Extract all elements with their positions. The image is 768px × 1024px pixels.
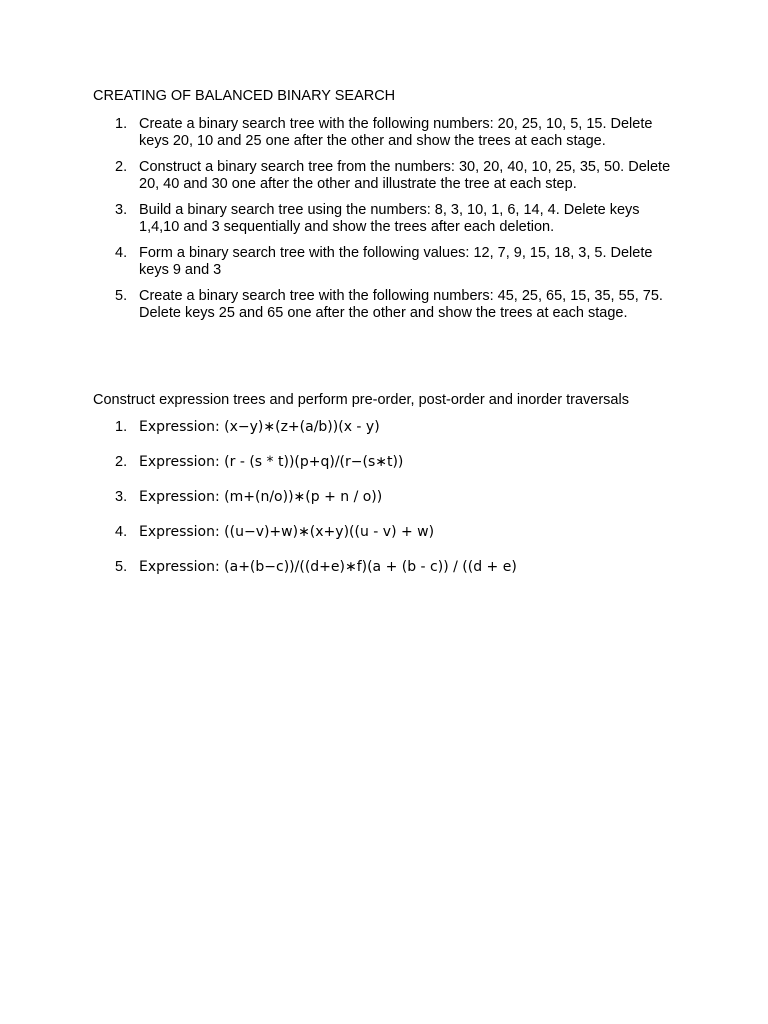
list-item: [93, 454, 693, 471]
list-number: 3.: [115, 202, 128, 218]
list-number: 5.: [115, 559, 128, 575]
list-number: 1.: [115, 419, 128, 435]
list-number: 5.: [115, 288, 128, 304]
list-number: 2.: [115, 159, 128, 175]
list-number: 4.: [115, 524, 128, 540]
list-item: [93, 116, 679, 150]
list-number: 4.: [115, 245, 128, 261]
section-heading-bst: CREATING OF BALANCED BINARY SEARCH: [93, 88, 396, 104]
list-item: [93, 288, 679, 322]
list-item-text: Create a binary search tree with the following numbers: 20, 25, 10, 5, 15. Delete keys 20, 10 and 25 one after the other and show the trees at each stage.: [139, 116, 653, 149]
list-number: 1.: [115, 116, 128, 132]
section-heading-expression-trees: Construct expression trees and perform pre-order, post-order and inorder traversals: [93, 392, 629, 408]
list-item-text: Construct a binary search tree from the numbers: 30, 20, 40, 10, 25, 35, 50. Delete 20, 40 and 30 one after the other and illustrate the tree at each step.: [139, 159, 671, 192]
list-item: [93, 489, 693, 506]
list-item: [93, 202, 679, 236]
list-number: 3.: [115, 489, 128, 505]
bst-task-list: [93, 116, 693, 331]
list-item: [93, 419, 693, 436]
expression-text: Expression: ((u−v)+w)∗(x+y)((u - v) + w): [139, 524, 435, 540]
expression-text: Expression: (r - (s * t))(p+q)/(r−(s∗t)): [139, 454, 404, 470]
list-number: 2.: [115, 454, 128, 470]
expression-text: Expression: (x−y)∗(z+(a/b))(x - y): [139, 419, 380, 435]
list-item: [93, 524, 693, 541]
list-item: [93, 559, 693, 576]
list-item-text: Form a binary search tree with the following values: 12, 7, 9, 15, 18, 3, 5. Delete keys 9 and 3: [139, 245, 653, 278]
list-item-text: Create a binary search tree with the following numbers: 45, 25, 65, 15, 35, 55, 75. Delete keys 25 and 65 one after the other and show the trees at each stage.: [139, 288, 663, 321]
list-item-text: Build a binary search tree using the numbers: 8, 3, 10, 1, 6, 14, 4. Delete keys 1,4,10 and 3 sequentially and show the trees after each deletion.: [139, 202, 640, 235]
list-item: [93, 245, 679, 279]
expression-text: Expression: (m+(n/o))∗(p + n / o)): [139, 489, 383, 505]
expression-text: Expression: (a+(b−c))/((d+e)∗f)(a + (b - c)) / ((d + e): [139, 559, 517, 575]
list-item: [93, 159, 679, 193]
expression-task-list: [93, 419, 693, 594]
